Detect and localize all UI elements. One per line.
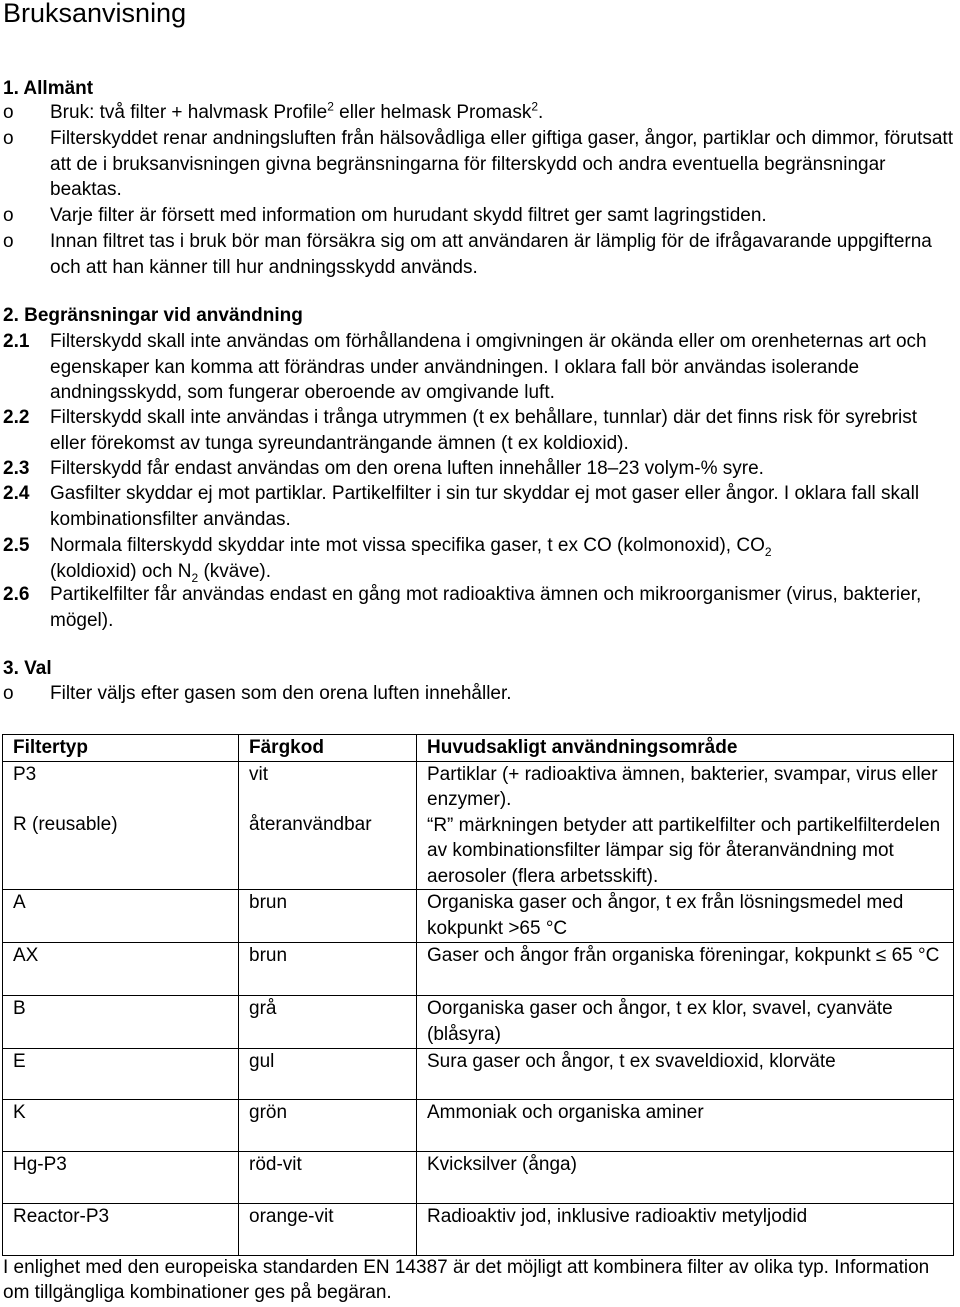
cell-color: grå [239,996,417,1049]
section-3-heading: 3. Val [3,658,52,679]
table-row [3,1204,954,1256]
item-text: Filterskydd får endast användas om den orena luften innehåller 18–23 volym-% syre. [50,458,764,479]
cell-type: E [3,1049,239,1100]
bullet-text: Filter väljs efter gasen som den orena luften innehåller. [50,683,512,704]
list-item [3,405,958,456]
cell-use: Partiklar (+ radioaktiva ämnen, bakterier, svampar, virus eller enzymer). “R” märkningen betyder att partikelfilter och partikelfilterdelen av kombinationsfilter lämpar sig för återanvändning mot aerosoler (flera arbetsskift). [417,761,954,890]
list-item [3,681,953,707]
list-item [3,481,958,532]
item-text: Normala filterskydd skyddar inte mot vissa specifika gaser, t ex CO (kolmonoxid), $CO_2$ (koldioxid) och $N_2$ (kväve). [50,535,772,585]
bullet-marker: o [3,205,14,226]
table-row [3,996,954,1049]
list-item [3,582,958,633]
item-number: 2.4 [3,483,30,504]
bullet-marker: o [3,102,14,123]
item-number: 2.1 [3,331,30,352]
cell-use: Radioaktiv jod, inklusive radioaktiv metyljodid [417,1204,954,1256]
cell-use: Sura gaser och ångor, t ex svaveldioxid, klorväte [417,1049,954,1100]
cell-type: AX [3,943,239,996]
item-text: Partikelfilter får användas endast en gång mot radioaktiva ämnen och mikroorganismer (virus, bakterier, mögel). [50,584,922,631]
bullet-text: Varje filter är försett med information om hurudant skydd filtret ger samt lagringstiden. [50,205,767,226]
table-row [3,1152,954,1204]
list-item [3,229,953,280]
cell-use: Oorganiska gaser och ångor, t ex klor, svavel, cyanväte (blåsyra) [417,996,954,1049]
table-row [3,890,954,943]
filter-table [2,734,954,1256]
cell-color: orange-vit [239,1204,417,1256]
list-item [3,100,953,126]
bullet-marker: o [3,128,14,149]
cell-type: Hg-P3 [3,1152,239,1204]
table-row [3,761,954,890]
table-row [3,1100,954,1152]
cell-color: brun [239,943,417,996]
cell-type: K [3,1100,239,1152]
cell-type: A [3,890,239,943]
cell-type: P3 R (reusable) [3,761,239,890]
item-text: Filterskydd skall inte användas i trånga utrymmen (t ex behållare, tunnlar) där det finns risk för syrebrist eller förekomst av tunga syreundanträngande ämnen (t ex koldioxid). [50,407,917,454]
document-title: Bruksanvisning [3,0,187,28]
cell-type: B [3,996,239,1049]
cell-use: Kvicksilver (ånga) [417,1152,954,1204]
item-number: 2.3 [3,458,30,479]
item-number: 2.5 [3,535,30,556]
bullet-text: Filterskyddet renar andningsluften från hälsovådliga eller giftiga gaser, ångor, partiklar och dimmor, förutsatt att de i bruksanvisningen givna begränsningarna för filterskydd och andra eventuella begränsningar beaktas. [50,128,953,200]
cell-color: gul [239,1049,417,1100]
list-item [3,329,958,406]
bullet-text: Bruk: två filter + halvmask Profile$^2$ eller helmask Promask$^2$. [50,99,544,123]
cell-color: grön [239,1100,417,1152]
table-row [3,1049,954,1100]
item-number: 2.6 [3,584,30,605]
table-row [3,943,954,996]
footer-note: I enlighet med den europeiska standarden EN 14387 är det möjligt att kombinera filter av olika typ. Information om tillgängliga kombinationer ges på begäran. [3,1257,930,1303]
list-item [3,533,958,584]
header-fargkod: Färgkod [239,735,417,762]
item-number: 2.2 [3,407,30,428]
item-text: Filterskydd skall inte användas om förhållandena i omgivningen är okända eller om orenheternas art och egenskaper kan komma att förändras under användningen. I oklara fall bör användas isolerande andningsskydd, som fungerar oberoende av omgivande luft. [50,331,927,403]
bullet-marker: o [3,683,14,704]
cell-use: Ammoniak och organiska aminer [417,1100,954,1152]
cell-use: Gaser och ångor från organiska föreningar, kokpunkt ≤ 65 °C [417,943,954,996]
list-item [3,126,953,203]
cell-type: Reactor-P3 [3,1204,239,1256]
cell-color: vit återanvändbar [239,761,417,890]
cell-color: röd-vit [239,1152,417,1204]
list-item [3,203,953,229]
bullet-marker: o [3,231,14,252]
cell-use: Organiska gaser och ångor, t ex från lösningsmedel med kokpunkt >65 °C [417,890,954,943]
item-text: Gasfilter skyddar ej mot partiklar. Partikelfilter i sin tur skyddar ej mot gaser eller ångor. I oklara fall skall kombinationsfilter användas. [50,483,920,530]
section-2-heading: 2. Begränsningar vid användning [3,305,303,326]
header-anvandningsomrade: Huvudsakligt användningsområde [417,735,954,762]
table-header-row [3,735,954,762]
cell-color: brun [239,890,417,943]
list-item [3,456,958,482]
bullet-text: Innan filtret tas i bruk bör man försäkra sig om att användaren är lämplig för de ifrågavarande uppgifterna och att han känner till hur andningsskydd används. [50,231,932,278]
header-filtertyp: Filtertyp [3,735,239,762]
section-1-heading: 1. Allmänt [3,78,94,99]
